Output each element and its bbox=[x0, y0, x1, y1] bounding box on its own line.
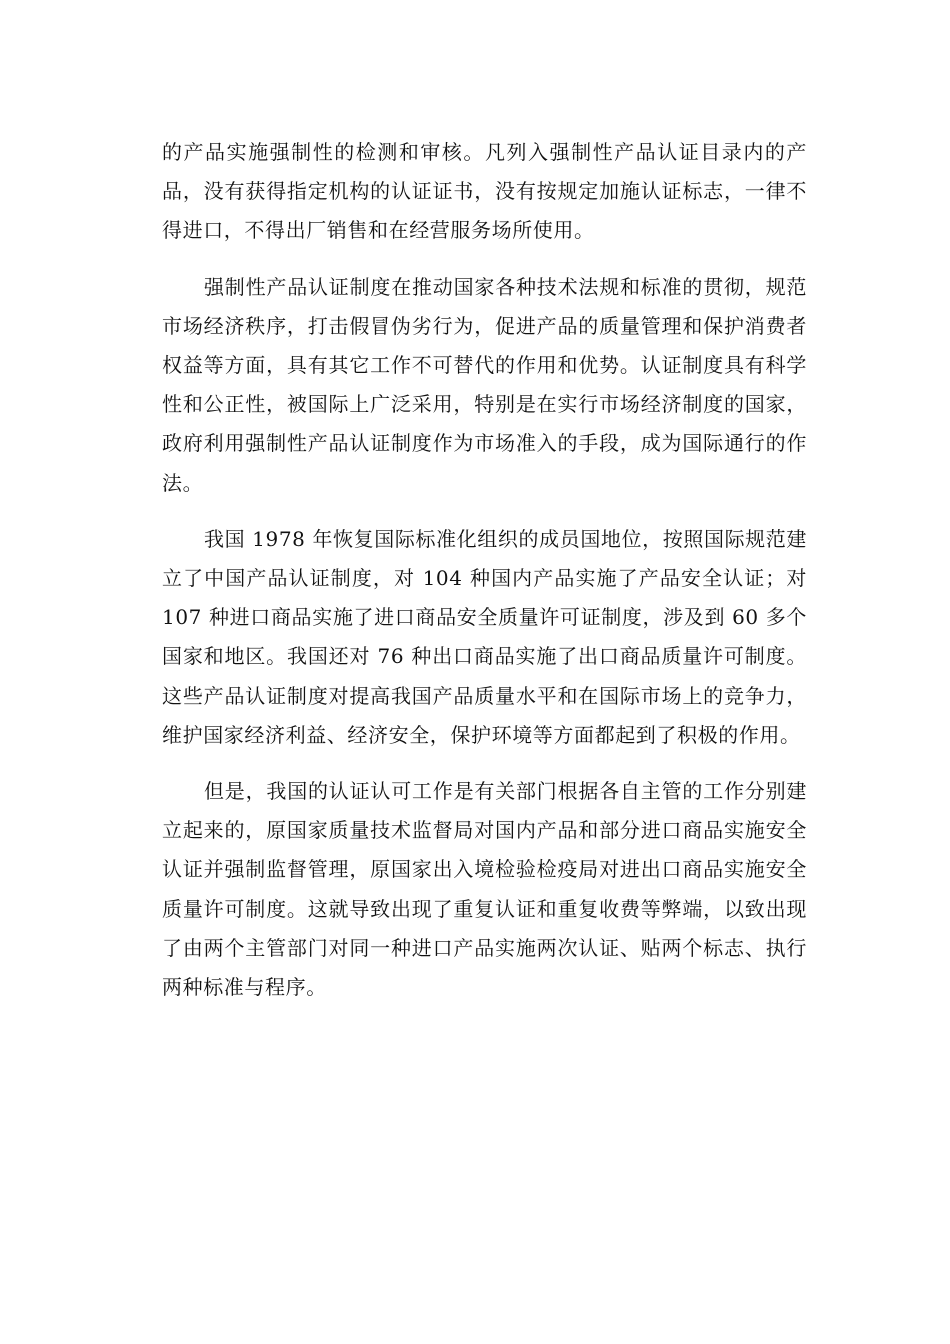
paragraph-certification-role: 强制性产品认证制度在推动国家各种技术法规和标准的贯彻，规范市场经济秩序，打击假冒伪劣行为，促进产品的质量管理和保护消费者权益等方面，具有其它工作不可替代的作用和优势。认证制度具有科学性和公正性，被国际上广泛采用，特别是在实行市场经济制度的国家，政府利用强制性产品认证制度作为市场准入的手段，成为国际通行的作法。 bbox=[162, 274, 807, 495]
paragraph-continuation: 的产品实施强制性的检测和审核。凡列入强制性产品认证目录内的产品，没有获得指定机构的认证证书，没有按规定加施认证标志，一律不得进口，不得出厂销售和在经营服务场所使用。 bbox=[162, 140, 807, 243]
document-page bbox=[162, 133, 807, 1024]
paragraph-duplicate-certification-issue: 但是，我国的认证认可工作是有关部门根据各自主管的工作分别建立起来的，原国家质量技术监督局对国内产品和部分进口商品实施安全认证并强制监督管理，原国家出入境检验检疫局对进出口商品实施安全质量许可制度。这就导致出现了重复认证和重复收费等弊端，以致出现了由两个主管部门对同一种进口产品实施两次认证、贴两个标志、执行两种标准与程序。 bbox=[162, 779, 807, 1000]
paragraph-china-certification-history: 我国 1978 年恢复国际标准化组织的成员国地位，按照国际规范建立了中国产品认证制度，对 104 种国内产品实施了产品安全认证；对 107 种进口商品实施了进口商品安全质量许可证制度，涉及到 60 多个国家和地区。我国还对 76 种出口商品实施了出口商品质量许可制度。这些产品认证制度对提高我国产品质量水平和在国际市场上的竞争力，维护国家经济利益、经济安全，保护环境等方面都起到了积极的作用。 bbox=[162, 526, 807, 747]
